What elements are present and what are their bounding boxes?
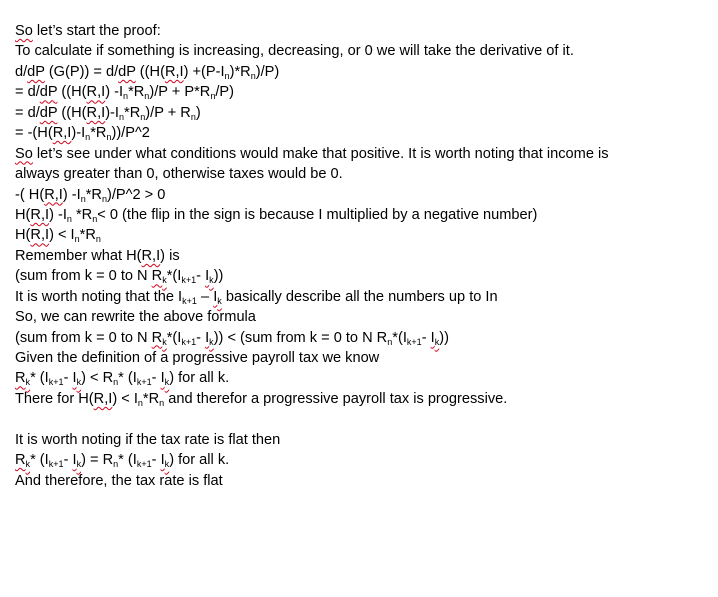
text-run: -: [151, 370, 161, 387]
subscript-text: n: [113, 459, 119, 470]
subscript-text: n: [224, 71, 230, 82]
text-run: * (I: [30, 370, 49, 387]
text-run: -: [196, 329, 206, 346]
text-run: ((H(: [57, 104, 87, 121]
spellcheck-flagged-text: R: [151, 268, 163, 285]
subscript-text: k: [164, 459, 170, 470]
text-run: Given the definition of a progressive payroll tax we know: [15, 350, 380, 366]
subscript-text: k+1: [181, 336, 197, 347]
subscript-text: k: [25, 459, 31, 470]
subscript-text: n: [95, 234, 101, 245]
spellcheck-flagged-text: So: [15, 23, 33, 39]
subscript-text: k: [76, 459, 82, 470]
text-run: -: [151, 452, 161, 469]
text-run: ) for all k.: [169, 452, 230, 469]
text-run: ((H(: [135, 63, 165, 80]
subscript-text: n: [92, 214, 98, 225]
spellcheck-flagged-text: R,I: [30, 206, 50, 223]
text-line: [15, 471, 710, 491]
text-run: ): [195, 104, 201, 121]
text-run: (G(P)) = d/: [44, 63, 119, 80]
text-line: [15, 41, 710, 61]
spellcheck-flagged-text: dP: [39, 104, 58, 121]
text-run: = d/: [15, 104, 40, 121]
spellcheck-flagged-text: R,I: [44, 186, 63, 203]
subscript-text: n: [387, 336, 393, 347]
spellcheck-flagged-text: I: [160, 370, 165, 387]
spellcheck-flagged-text: R,I: [86, 104, 106, 121]
text-run: * (I: [118, 370, 137, 387]
spellcheck-flagged-text: I: [160, 452, 165, 469]
text-line: [15, 185, 710, 205]
subscript-text: n: [101, 193, 107, 204]
text-run: -: [63, 370, 73, 387]
spellcheck-flagged-text: I: [205, 329, 210, 346]
text-run: ) -I: [105, 84, 124, 101]
spellcheck-flagged-text: I: [72, 452, 77, 469]
subscript-text: k: [25, 377, 31, 388]
text-run: *(I: [166, 268, 182, 285]
subscript-text: k: [164, 377, 170, 388]
subscript-text: k: [217, 295, 222, 306]
text-run: *(I: [166, 329, 182, 346]
subscript-text: n: [159, 398, 165, 409]
text-run: *R: [71, 206, 93, 223]
subscript-text: n: [137, 398, 143, 409]
text-line: [15, 205, 710, 225]
text-run: -( H(: [15, 186, 45, 203]
subscript-text: k: [209, 275, 214, 286]
text-line: [15, 103, 710, 123]
text-run: )/P + P*R: [149, 84, 211, 101]
text-run: )-I: [71, 125, 86, 142]
text-run: ))/P^2: [111, 125, 150, 142]
text-line: [15, 389, 710, 409]
subscript-text: n: [66, 214, 72, 225]
text-run: )/P^2 > 0: [107, 186, 166, 203]
subscript-text: k+1: [182, 295, 197, 306]
text-run: ((H(: [57, 84, 87, 101]
subscript-text: k+1: [136, 377, 152, 388]
text-run: )*R: [229, 63, 251, 80]
subscript-text: k+1: [136, 459, 152, 470]
spellcheck-flagged-text: dP: [39, 84, 58, 101]
text-line: [15, 225, 710, 245]
subscript-text: k: [76, 377, 82, 388]
text-line: [15, 164, 710, 184]
subscript-text: k+1: [48, 377, 64, 388]
text-run: *R: [85, 186, 102, 203]
spellcheck-flagged-text: R: [15, 370, 26, 387]
subscript-text: k: [434, 336, 440, 347]
text-run: ) +(P-I: [183, 63, 225, 80]
text-run: There for H(: [15, 390, 94, 407]
text-run: To calculate if something is increasing, decreasing, or 0 we will take the derivative of it.: [15, 43, 574, 60]
text-run: and therefor a progressive payroll tax is progressive.: [164, 390, 508, 407]
subscript-text: n: [144, 91, 150, 102]
text-run: *R: [124, 104, 141, 121]
text-run: And therefore, the tax rate is flat: [15, 472, 223, 489]
text-run: < 0 (the flip in the sign is because I multiplied by a negative number): [97, 206, 538, 223]
spellcheck-flagged-text: dP: [27, 63, 45, 80]
spellcheck-flagged-text: R,I: [52, 125, 72, 142]
text-run: *R: [90, 125, 107, 142]
spellcheck-flagged-text: R: [15, 452, 26, 469]
spellcheck-flagged-text: R,I: [93, 390, 113, 407]
spellcheck-flagged-text: R,I: [30, 227, 50, 244]
subscript-text: n: [190, 111, 196, 122]
spellcheck-flagged-text: I: [205, 268, 210, 285]
subscript-text: k+1: [181, 275, 197, 286]
subscript-text: n: [140, 111, 146, 122]
text-line: [15, 123, 710, 143]
text-run: )): [213, 268, 224, 285]
text-line: [15, 368, 710, 388]
subscript-text: n: [210, 91, 216, 102]
text-run: )): [439, 329, 449, 346]
spellcheck-flagged-text: R,I: [86, 84, 106, 101]
text-line: [15, 307, 710, 327]
text-run: * (I: [118, 452, 137, 469]
text-run: ) < I: [49, 227, 75, 244]
text-run: /P): [215, 84, 235, 101]
text-line: [15, 21, 710, 41]
text-run: (sum from k = 0 to N: [15, 329, 152, 346]
text-run: = d/: [15, 84, 40, 101]
text-line: [15, 450, 710, 470]
subscript-text: n: [113, 377, 119, 388]
subscript-text: k+1: [406, 336, 422, 347]
text-run: -: [196, 268, 206, 285]
subscript-text: n: [106, 132, 112, 143]
text-line: [15, 287, 710, 307]
spellcheck-flagged-text: dP: [118, 63, 136, 80]
text-run: )-I: [105, 104, 119, 121]
text-run: ) = R: [81, 452, 114, 469]
text-run: H(: [15, 227, 31, 244]
subscript-text: k: [162, 275, 167, 286]
text-run: )/P): [255, 63, 280, 80]
text-run: Remember what H(: [15, 247, 142, 264]
subscript-text: n: [118, 111, 125, 122]
text-run: * (I: [30, 452, 49, 469]
text-run: )) < (sum from k = 0 to N R: [213, 329, 388, 346]
text-run: *(I: [392, 329, 407, 346]
subscript-text: n: [123, 91, 129, 102]
text-run: So, we can rewrite the above formula: [15, 309, 256, 326]
text-run: *R: [128, 84, 145, 101]
subscript-text: n: [85, 132, 91, 143]
spellcheck-flagged-text: R,I: [164, 63, 184, 80]
text-run: ) -I: [62, 186, 81, 203]
subscript-text: n: [80, 193, 86, 204]
text-line: [15, 246, 710, 266]
subscript-text: k: [162, 336, 167, 347]
text-line: [15, 62, 710, 82]
text-line: [15, 348, 710, 368]
text-run: –: [196, 288, 214, 305]
subscript-text: k+1: [48, 459, 64, 470]
text-run: ) is: [160, 247, 180, 264]
text-run: ) < R: [81, 370, 114, 387]
text-line: [15, 328, 710, 348]
text-run: ) for all k.: [169, 370, 230, 387]
text-run: )/P + R: [145, 104, 191, 121]
text-line: [15, 430, 710, 450]
text-run: d/: [15, 63, 28, 80]
spellcheck-flagged-text: I: [72, 370, 77, 387]
text-run: It is worth noting that the I: [15, 288, 183, 305]
text-run: let’s start the proof:: [32, 23, 161, 39]
subscript-text: k: [209, 336, 214, 347]
text-line: [15, 82, 710, 102]
text-line: [15, 266, 710, 286]
text-run: (sum from k = 0 to N: [15, 268, 152, 285]
text-run: = -(H(: [15, 125, 53, 142]
spellcheck-flagged-text: R,I: [141, 247, 161, 264]
subscript-text: n: [74, 234, 80, 245]
text-line: [15, 144, 710, 164]
text-run: always greater than 0, otherwise taxes would be 0.: [15, 166, 343, 183]
text-run: H(: [15, 206, 31, 223]
spellcheck-flagged-text: R: [151, 329, 163, 346]
spellcheck-flagged-text: I: [213, 288, 218, 305]
text-run: ) < I: [112, 390, 138, 407]
subscript-text: n: [250, 71, 256, 82]
text-run: -: [421, 329, 431, 346]
text-run: basically describe all the numbers up to In: [221, 288, 498, 305]
text-run: *R: [142, 390, 160, 407]
spellcheck-flagged-text: So: [15, 145, 33, 162]
text-run: -: [63, 452, 73, 469]
text-run: ) -I: [49, 206, 67, 223]
text-run: *R: [79, 227, 96, 244]
document-body: [15, 21, 710, 491]
spellcheck-flagged-text: I: [430, 329, 435, 346]
text-run: It is worth noting if the tax rate is flat then: [15, 431, 281, 448]
blank-line: [15, 409, 710, 429]
text-run: let’s see under what conditions would make that positive. It is worth noting that income is: [32, 145, 609, 162]
